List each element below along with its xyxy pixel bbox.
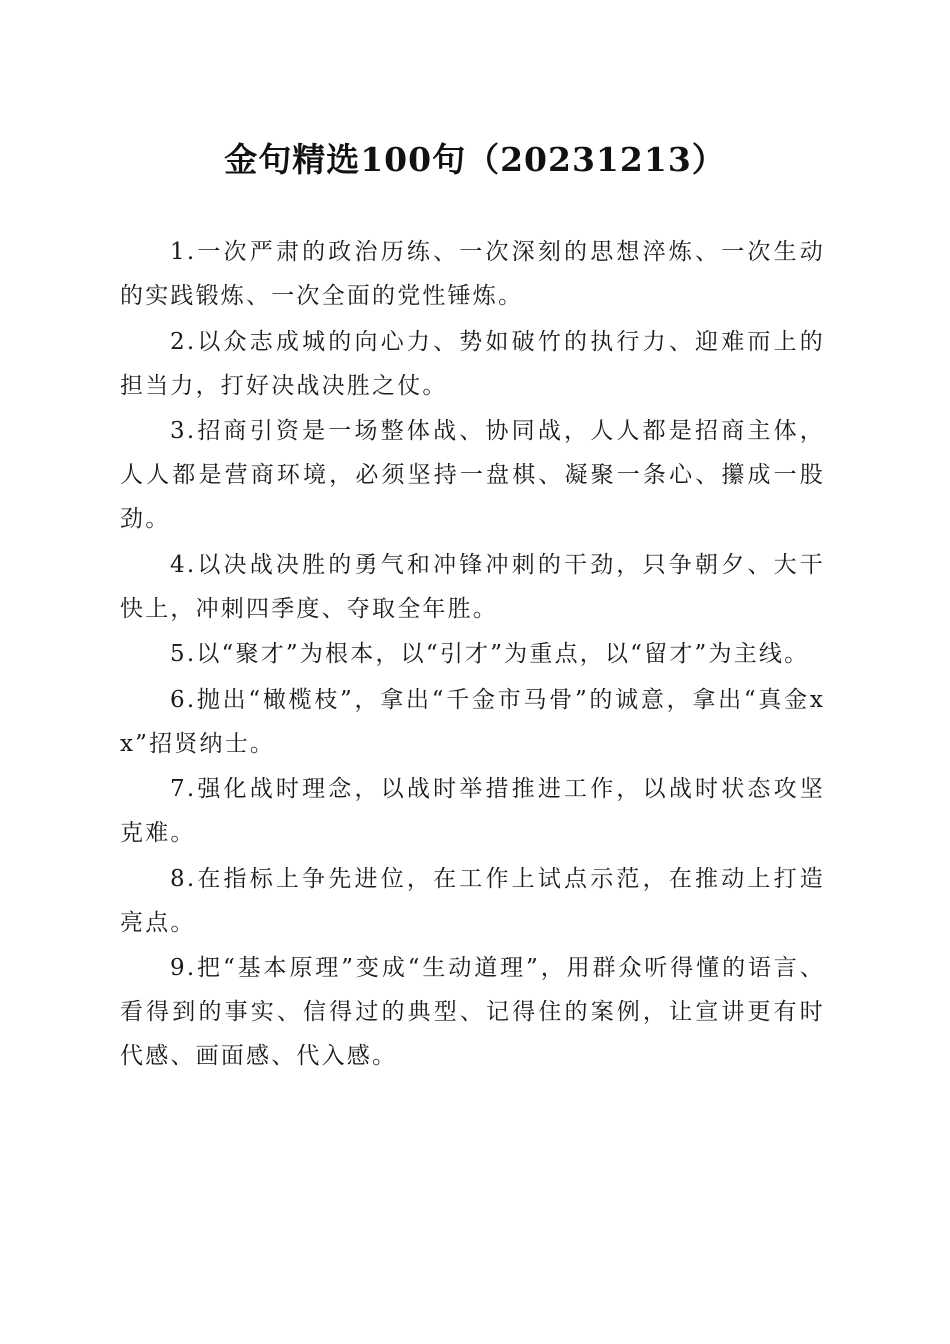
paragraph-8: 8.在指标上争先进位，在工作上试点示范，在推动上打造亮点。 <box>120 865 825 936</box>
paragraph-9: 9.把“基本原理”变成“生动道理”，用群众听得懂的语言、看得到的事实、信得过的典型、记得住的案例，让宣讲更有时代感、画面感、代入感。 <box>120 955 825 1069</box>
paragraph-5: 5.以“聚才”为根本，以“引才”为重点，以“留才”为主线。 <box>170 641 810 667</box>
paragraph-1: 1.一次严肃的政治历练、一次深刻的思想淬炼、一次生动的实践锻炼、一次全面的党性锤炼。 <box>120 239 825 309</box>
paragraph-2: 2.以众志成城的向心力、势如破竹的执行力、迎难而上的担当力，打好决战决胜之仗。 <box>120 328 825 399</box>
paragraph-4: 4.以决战决胜的勇气和冲锋冲刺的干劲，只争朝夕、大干快上，冲刺四季度、夺取全年胜。 <box>120 551 825 622</box>
document-body <box>120 230 825 1080</box>
paragraph-7: 7.强化战时理念，以战时举措推进工作，以战时状态攻坚克难。 <box>120 776 825 846</box>
paragraph-3: 3.招商引资是一场整体战、协同战，人人都是招商主体，人人都是营商环境，必须坚持一盘棋、凝聚一条心、攥成一股劲。 <box>120 418 825 532</box>
document-title: 金句精选100句（20231213） <box>224 140 726 179</box>
paragraph-6: 6.抛出“橄榄枝”，拿出“千金市马骨”的诚意，拿出“真金xx”招贤纳士。 <box>120 686 825 757</box>
